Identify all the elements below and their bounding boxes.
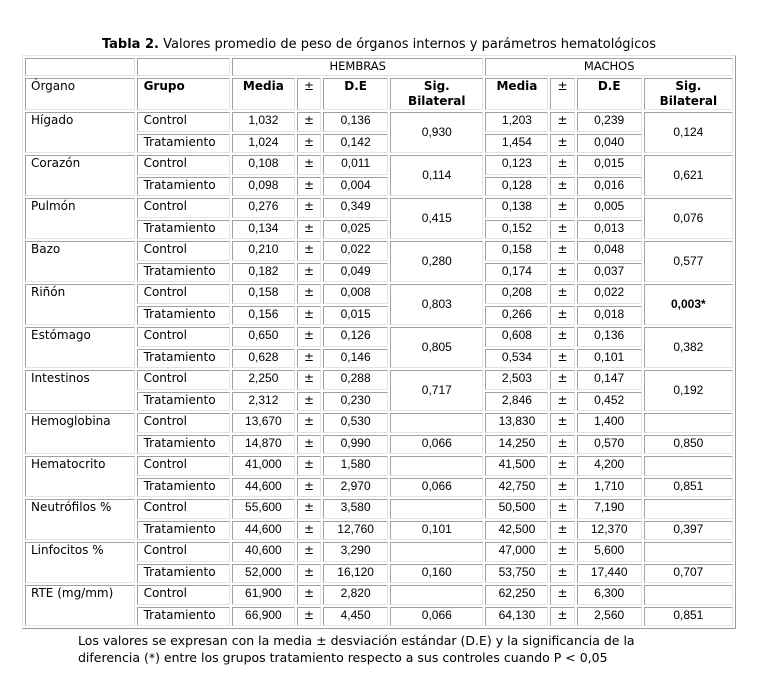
female-sd: 0,990 [323, 435, 388, 455]
female-mean: 0,134 [232, 220, 295, 240]
group-label: Control [137, 284, 230, 304]
male-pm: ± [550, 349, 574, 369]
group-label: Tratamiento [137, 392, 230, 412]
table-row-control [25, 241, 733, 261]
female-sig: 0,805 [390, 327, 483, 368]
table-row-control [25, 370, 733, 390]
female-sd: 0,126 [323, 327, 388, 347]
female-sd: 0,146 [323, 349, 388, 369]
male-sig: 0,003* [644, 284, 733, 325]
male-pm: ± [550, 413, 574, 433]
male-sig-empty [644, 499, 733, 519]
female-sd: 0,530 [323, 413, 388, 433]
group-label: Tratamiento [137, 177, 230, 197]
male-sd: 0,015 [577, 155, 642, 175]
male-sig: 0,397 [644, 521, 733, 541]
group-label: Control [137, 542, 230, 562]
male-mean: 0,152 [485, 220, 548, 240]
female-pm: ± [297, 241, 321, 261]
male-sig: 0,192 [644, 370, 733, 411]
male-mean: 42,500 [485, 521, 548, 541]
male-pm: ± [550, 155, 574, 175]
table-row-control [25, 413, 733, 433]
female-pm: ± [297, 284, 321, 304]
male-sd: 0,452 [577, 392, 642, 412]
male-pm: ± [550, 499, 574, 519]
female-sig: 0,066 [390, 607, 483, 627]
female-mean: 61,900 [232, 585, 295, 605]
male-pm: ± [550, 306, 574, 326]
group-label: Control [137, 241, 230, 261]
female-pm: ± [297, 112, 321, 132]
organ-name: Intestinos [25, 370, 135, 411]
female-pm: ± [297, 521, 321, 541]
male-pm: ± [550, 220, 574, 240]
header-empty-2 [137, 58, 230, 76]
header-male-sig-line1: Sig. [675, 79, 702, 93]
group-label: Tratamiento [137, 435, 230, 455]
male-sd: 0,570 [577, 435, 642, 455]
table-row-control [25, 112, 733, 132]
female-pm: ± [297, 155, 321, 175]
female-mean: 0,158 [232, 284, 295, 304]
female-sig: 0,803 [390, 284, 483, 325]
table-caption [0, 37, 758, 52]
female-sd: 1,580 [323, 456, 388, 476]
organ-name: Corazón [25, 155, 135, 196]
header-organ: Órgano [25, 78, 135, 110]
male-pm: ± [550, 607, 574, 627]
male-sd: 0,005 [577, 198, 642, 218]
female-sd: 0,230 [323, 392, 388, 412]
caption-label: Tabla 2. [101, 37, 159, 52]
header-group: Grupo [137, 78, 230, 110]
group-label: Tratamiento [137, 220, 230, 240]
female-pm: ± [297, 413, 321, 433]
female-sd: 0,049 [323, 263, 388, 283]
female-sig-empty [390, 499, 483, 519]
female-sd: 2,970 [323, 478, 388, 498]
footnote [78, 632, 718, 666]
female-sig-empty [390, 542, 483, 562]
female-sd: 0,136 [323, 112, 388, 132]
male-pm: ± [550, 521, 574, 541]
male-pm: ± [550, 177, 574, 197]
female-sig: 0,717 [390, 370, 483, 411]
female-mean: 66,900 [232, 607, 295, 627]
female-mean: 52,000 [232, 564, 295, 584]
female-mean: 44,600 [232, 478, 295, 498]
male-sig-empty [644, 585, 733, 605]
female-sd: 0,349 [323, 198, 388, 218]
male-mean: 50,500 [485, 499, 548, 519]
male-mean: 53,750 [485, 564, 548, 584]
male-pm: ± [550, 241, 574, 261]
female-sd: 0,025 [323, 220, 388, 240]
header-male-sig-line2: Bilateral [659, 94, 718, 108]
male-sd: 0,018 [577, 306, 642, 326]
female-sig-empty [390, 456, 483, 476]
female-mean: 44,600 [232, 521, 295, 541]
male-mean: 41,500 [485, 456, 548, 476]
female-sd: 4,450 [323, 607, 388, 627]
female-sig: 0,280 [390, 241, 483, 282]
header-female-pm: ± [297, 78, 321, 110]
group-label: Control [137, 112, 230, 132]
male-mean: 2,846 [485, 392, 548, 412]
group-label: Tratamiento [137, 478, 230, 498]
female-mean: 0,098 [232, 177, 295, 197]
female-mean: 14,870 [232, 435, 295, 455]
female-pm: ± [297, 478, 321, 498]
footnote-line-1: Los valores se expresan con la media ± desviación estándar (D.E) y la significancia de la [78, 633, 635, 648]
male-mean: 0,266 [485, 306, 548, 326]
male-mean: 0,123 [485, 155, 548, 175]
group-label: Tratamiento [137, 306, 230, 326]
data-table [22, 55, 736, 629]
male-pm: ± [550, 263, 574, 283]
female-sig: 0,066 [390, 478, 483, 498]
female-mean: 0,108 [232, 155, 295, 175]
female-pm: ± [297, 542, 321, 562]
male-mean: 64,130 [485, 607, 548, 627]
female-sd: 3,580 [323, 499, 388, 519]
header-row-sex [25, 58, 733, 76]
female-pm: ± [297, 198, 321, 218]
female-mean: 0,182 [232, 263, 295, 283]
female-pm: ± [297, 349, 321, 369]
male-sig: 0,076 [644, 198, 733, 239]
female-pm: ± [297, 370, 321, 390]
footnote-line-2: diferencia (*) entre los grupos tratamiento respecto a sus controles cuando P < 0,05 [78, 650, 608, 665]
female-mean: 40,600 [232, 542, 295, 562]
female-sd: 0,004 [323, 177, 388, 197]
female-mean: 0,650 [232, 327, 295, 347]
female-pm: ± [297, 220, 321, 240]
group-label: Control [137, 413, 230, 433]
organ-name: Riñón [25, 284, 135, 325]
organ-name: RTE (mg/mm) [25, 585, 135, 626]
group-label: Control [137, 370, 230, 390]
organ-name: Pulmón [25, 198, 135, 239]
female-mean: 0,210 [232, 241, 295, 261]
female-sig: 0,930 [390, 112, 483, 153]
male-sd: 0,239 [577, 112, 642, 132]
male-sd: 0,147 [577, 370, 642, 390]
male-pm: ± [550, 370, 574, 390]
organ-name: Bazo [25, 241, 135, 282]
male-pm: ± [550, 112, 574, 132]
female-mean: 41,000 [232, 456, 295, 476]
male-sd: 0,013 [577, 220, 642, 240]
caption-text: Valores promedio de peso de órganos internos y parámetros hematológicos [158, 37, 657, 52]
female-pm: ± [297, 564, 321, 584]
male-sd: 1,710 [577, 478, 642, 498]
male-pm: ± [550, 198, 574, 218]
table-row-control [25, 155, 733, 175]
female-pm: ± [297, 177, 321, 197]
female-sig: 0,114 [390, 155, 483, 196]
female-sd: 0,288 [323, 370, 388, 390]
male-sig: 0,851 [644, 478, 733, 498]
male-sd: 0,037 [577, 263, 642, 283]
female-mean: 0,276 [232, 198, 295, 218]
group-label: Control [137, 585, 230, 605]
group-label: Control [137, 456, 230, 476]
female-mean: 2,250 [232, 370, 295, 390]
male-pm: ± [550, 585, 574, 605]
header-hembras: HEMBRAS [232, 58, 484, 76]
female-sd: 0,011 [323, 155, 388, 175]
male-mean: 0,208 [485, 284, 548, 304]
female-sig-empty [390, 585, 483, 605]
male-sig: 0,382 [644, 327, 733, 368]
male-mean: 47,000 [485, 542, 548, 562]
header-male-sd: D.E [577, 78, 642, 110]
female-sig: 0,101 [390, 521, 483, 541]
male-mean: 2,503 [485, 370, 548, 390]
female-sd: 3,290 [323, 542, 388, 562]
male-sig: 0,707 [644, 564, 733, 584]
male-pm: ± [550, 478, 574, 498]
table-row-control [25, 284, 733, 304]
male-pm: ± [550, 392, 574, 412]
male-sig: 0,851 [644, 607, 733, 627]
male-sd: 0,016 [577, 177, 642, 197]
female-sd: 2,820 [323, 585, 388, 605]
group-label: Tratamiento [137, 349, 230, 369]
male-sig: 0,621 [644, 155, 733, 196]
male-sig: 0,577 [644, 241, 733, 282]
group-label: Control [137, 198, 230, 218]
female-pm: ± [297, 327, 321, 347]
male-mean: 0,128 [485, 177, 548, 197]
male-mean: 42,750 [485, 478, 548, 498]
female-sd: 12,760 [323, 521, 388, 541]
female-sig: 0,160 [390, 564, 483, 584]
header-male-mean: Media [485, 78, 548, 110]
male-sd: 4,200 [577, 456, 642, 476]
group-label: Tratamiento [137, 263, 230, 283]
female-pm: ± [297, 134, 321, 154]
male-sd: 7,190 [577, 499, 642, 519]
female-mean: 13,670 [232, 413, 295, 433]
male-mean: 1,454 [485, 134, 548, 154]
female-pm: ± [297, 306, 321, 326]
male-mean: 14,250 [485, 435, 548, 455]
male-sig: 0,850 [644, 435, 733, 455]
male-sig-empty [644, 456, 733, 476]
organ-name: Linfocitos % [25, 542, 135, 583]
male-mean: 1,203 [485, 112, 548, 132]
organ-name: Neutrófilos % [25, 499, 135, 540]
male-sd: 0,048 [577, 241, 642, 261]
group-label: Tratamiento [137, 521, 230, 541]
organ-name: Hígado [25, 112, 135, 153]
male-pm: ± [550, 542, 574, 562]
header-empty-1 [25, 58, 135, 76]
female-pm: ± [297, 607, 321, 627]
female-sd: 0,022 [323, 241, 388, 261]
group-label: Control [137, 499, 230, 519]
female-mean: 1,032 [232, 112, 295, 132]
male-pm: ± [550, 134, 574, 154]
male-sig-empty [644, 413, 733, 433]
male-sd: 0,022 [577, 284, 642, 304]
male-mean: 0,138 [485, 198, 548, 218]
header-male-pm: ± [550, 78, 574, 110]
female-sig: 0,415 [390, 198, 483, 239]
organ-name: Hematocrito [25, 456, 135, 497]
male-sd: 2,560 [577, 607, 642, 627]
male-sd: 0,136 [577, 327, 642, 347]
female-sd: 0,008 [323, 284, 388, 304]
table-row-control [25, 499, 733, 519]
table-row-control [25, 542, 733, 562]
female-pm: ± [297, 456, 321, 476]
female-mean: 55,600 [232, 499, 295, 519]
female-pm: ± [297, 585, 321, 605]
female-sd: 16,120 [323, 564, 388, 584]
table-row-control [25, 198, 733, 218]
header-female-sd: D.E [323, 78, 388, 110]
organ-name: Hemoglobina [25, 413, 135, 454]
male-mean: 0,534 [485, 349, 548, 369]
male-sd: 12,370 [577, 521, 642, 541]
female-sig: 0,066 [390, 435, 483, 455]
header-female-sig [390, 78, 483, 110]
female-pm: ± [297, 263, 321, 283]
female-sd: 0,015 [323, 306, 388, 326]
group-label: Tratamiento [137, 564, 230, 584]
male-sd: 1,400 [577, 413, 642, 433]
group-label: Tratamiento [137, 607, 230, 627]
male-sig: 0,124 [644, 112, 733, 153]
header-row-columns [25, 78, 733, 110]
female-pm: ± [297, 392, 321, 412]
table-row-control [25, 327, 733, 347]
male-sig-empty [644, 542, 733, 562]
male-sd: 0,101 [577, 349, 642, 369]
male-pm: ± [550, 435, 574, 455]
male-pm: ± [550, 327, 574, 347]
header-female-sig-line1: Sig. [423, 79, 450, 93]
group-label: Tratamiento [137, 134, 230, 154]
female-sig-empty [390, 413, 483, 433]
male-sd: 6,300 [577, 585, 642, 605]
male-mean: 0,174 [485, 263, 548, 283]
female-mean: 1,024 [232, 134, 295, 154]
male-mean: 0,608 [485, 327, 548, 347]
header-male-sig [644, 78, 733, 110]
female-pm: ± [297, 435, 321, 455]
female-pm: ± [297, 499, 321, 519]
male-sd: 17,440 [577, 564, 642, 584]
male-sd: 0,040 [577, 134, 642, 154]
male-mean: 13,830 [485, 413, 548, 433]
male-mean: 62,250 [485, 585, 548, 605]
female-mean: 0,156 [232, 306, 295, 326]
male-pm: ± [550, 564, 574, 584]
table-row-control [25, 585, 733, 605]
header-female-sig-line2: Bilateral [408, 94, 466, 108]
male-pm: ± [550, 284, 574, 304]
female-sd: 0,142 [323, 134, 388, 154]
male-pm: ± [550, 456, 574, 476]
female-mean: 2,312 [232, 392, 295, 412]
male-sd: 5,600 [577, 542, 642, 562]
organ-name: Estómago [25, 327, 135, 368]
header-female-mean: Media [232, 78, 295, 110]
table-row-control [25, 456, 733, 476]
male-mean: 0,158 [485, 241, 548, 261]
group-label: Control [137, 155, 230, 175]
group-label: Control [137, 327, 230, 347]
female-mean: 0,628 [232, 349, 295, 369]
header-machos: MACHOS [485, 58, 733, 76]
